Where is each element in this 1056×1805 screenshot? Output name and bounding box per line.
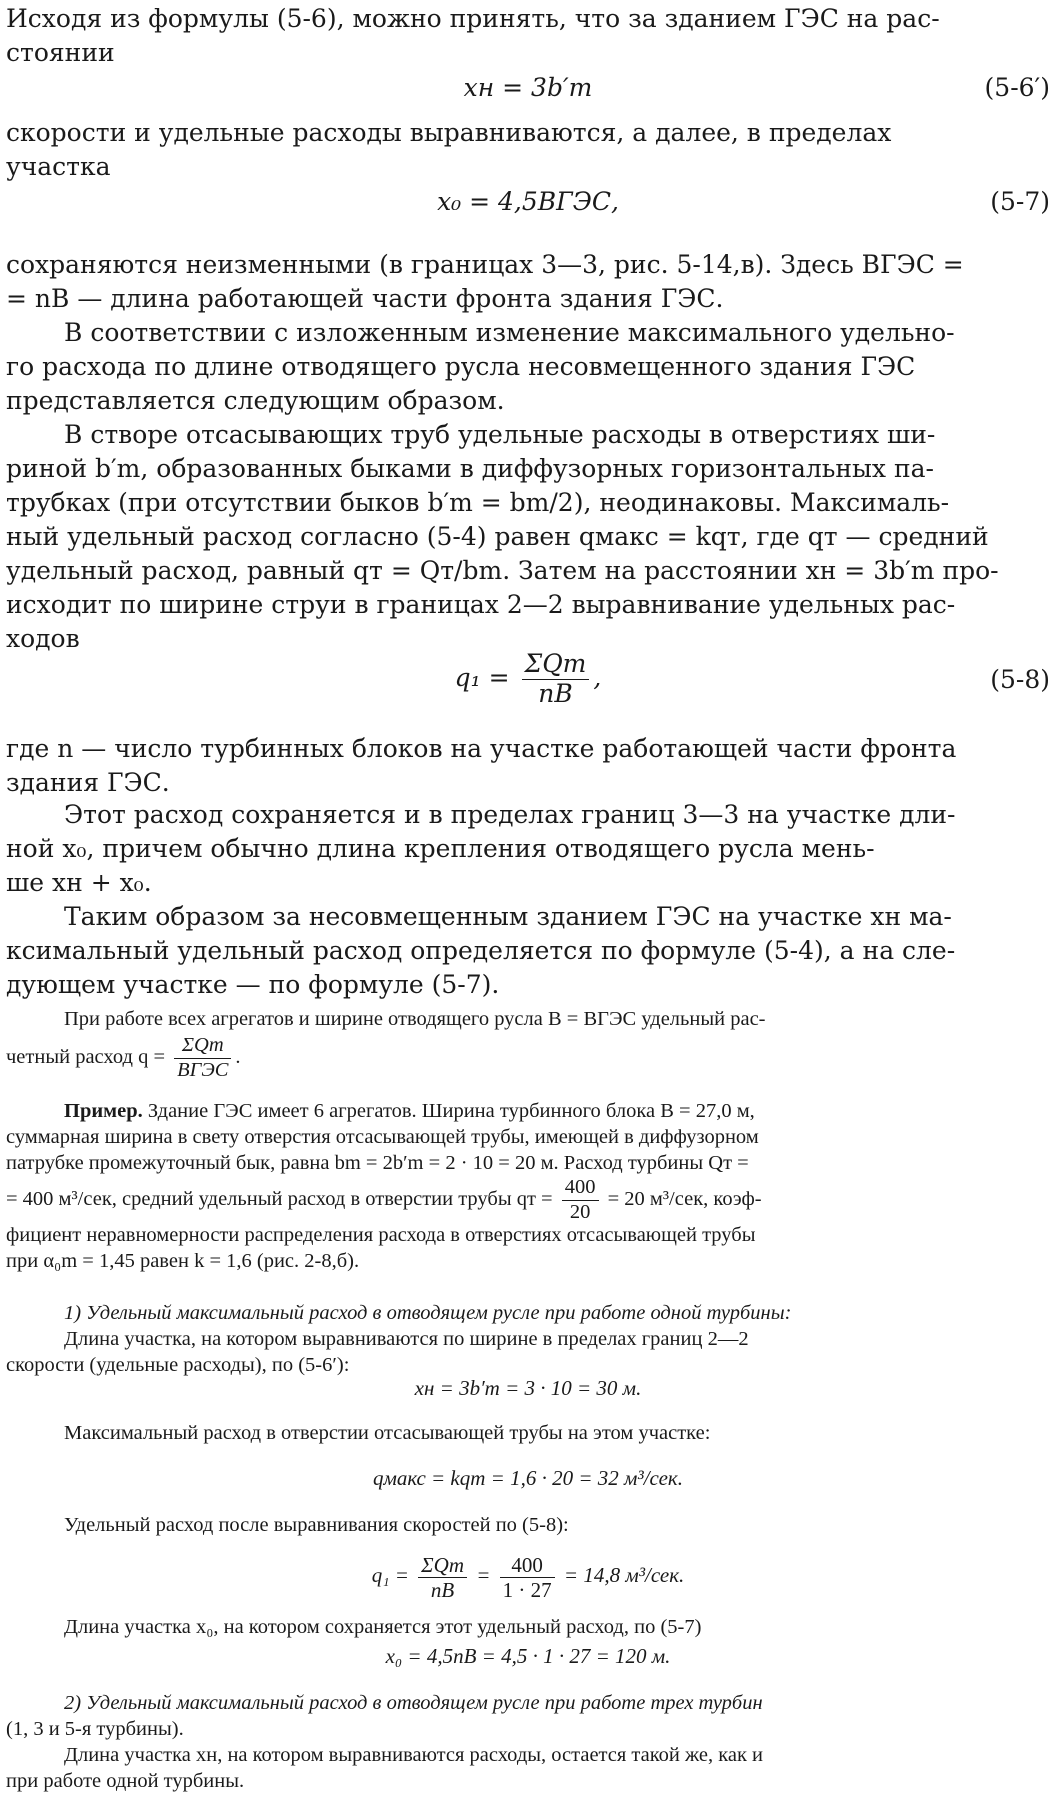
text-line: Этот расход сохраняется и в пределах границ 3—3 на участке дли- <box>64 800 956 829</box>
equation-number: (5-6′) <box>984 73 1050 102</box>
text-line-with-fraction <box>6 1176 1050 1222</box>
fraction-denominator: nB <box>430 1577 455 1602</box>
fraction-numerator: ΣQт <box>522 650 590 680</box>
fraction-denominator: BГЭС <box>177 1058 229 1081</box>
text-line: при α₀m = 1,45 равен k = 1,6 (рис. 2-8,б). <box>6 1250 360 1272</box>
text-line: В соответствии с изложенным изменение максимального удельно- <box>64 318 955 347</box>
equation-equals: = <box>476 1563 491 1587</box>
case-two <box>6 1690 1050 1794</box>
text-line: Длина участка, на котором выравниваются по ширине в пределах границ 2—2 <box>64 1328 749 1350</box>
fraction-denominator: 1 · 27 <box>502 1577 552 1602</box>
equation-number: (5-8) <box>990 665 1050 694</box>
paragraph-velocities <box>6 116 1050 184</box>
equation-5-7 <box>6 182 1050 224</box>
text-line: где n — число турбинных блоков на участке работающей части фронта <box>6 734 957 763</box>
fraction-numerator: ΣQт <box>174 1034 231 1059</box>
equation-5-6-prime <box>6 68 1050 110</box>
case-heading: 1) Удельный максимальный расход в отводящем русле при работе одной турбины: <box>64 1302 792 1324</box>
text-line: фициент неравномерности распределения расхода в отверстиях отсасывающей трубы <box>6 1224 756 1246</box>
equation-tail: , <box>593 662 602 692</box>
text-line: Исходя из формулы (5-6), можно принять, что за зданием ГЭС на рас- <box>6 4 940 33</box>
text-line: патрубке промежуточный бык, равна bm = 2b′m = 2 · 10 = 20 м. Расход турбины Qт = <box>6 1152 749 1174</box>
equation-tail: = 14,8 м³/сек. <box>563 1563 685 1587</box>
paragraph-flow-preserved <box>6 798 1050 900</box>
equation-q1-value <box>6 1546 1050 1604</box>
text-line: участка <box>6 152 111 181</box>
note-all-units <box>6 1006 1050 1032</box>
text-line: риной b′m, образованных быками в диффузорных горизонтальных па- <box>6 454 934 483</box>
fraction-denominator: 20 <box>569 1200 591 1223</box>
paragraph-where-n <box>6 732 1050 800</box>
text-line: (1, 3 и 5-я турбины). <box>6 1718 184 1740</box>
fraction-denominator: nB <box>538 678 573 708</box>
text-line: Длина участка xн, на котором выравниваются расходы, остается такой же, как и <box>64 1744 764 1766</box>
note-design-flow <box>6 1034 1050 1086</box>
paragraph-thus <box>6 900 1050 1002</box>
text-specific-flow: Удельный расход после выравнивания скоростей по (5-8): <box>64 1514 569 1536</box>
text-line: ксимальный удельный расход определяется по формуле (5-4), а на сле- <box>6 936 956 965</box>
text-line: При работе всех агрегатов и ширине отводящего русла B = BГЭС удельный рас- <box>64 1008 766 1030</box>
equation-number: (5-7) <box>990 187 1050 216</box>
paragraph-intro <box>6 2 1050 70</box>
example-block <box>6 1098 1050 1274</box>
text-line: сохраняются неизменными (в границах 3—3, рис. 5-14,в). Здесь BГЭС = <box>6 250 964 279</box>
fraction-numerator: ΣQт <box>418 1553 467 1578</box>
text-line: исходит по ширине струи в границах 2—2 выравнивание удельных рас- <box>6 590 956 619</box>
fraction-numerator: 400 <box>562 1176 599 1201</box>
paragraph-accordance <box>6 316 1050 418</box>
equation-formula: xн = 3b′m <box>463 73 593 102</box>
text-line: В створе отсасывающих труб удельные расходы в отверстиях ши- <box>64 420 936 449</box>
equation-lhs: q₁ = <box>371 1563 409 1587</box>
equation-x0-value <box>6 1640 1050 1674</box>
text-line: го расхода по длине отводящего русла несовмещенного здания ГЭС <box>6 352 916 381</box>
text-line: Таким образом за несовмещенным зданием ГЭС на участке xн ма- <box>64 902 952 931</box>
text-line: суммарная ширина в свету отверстия отсасывающей трубы, имеющей в диффузорном <box>6 1126 759 1148</box>
text-line: скорости и удельные расходы выравниваются, а далее, в пределах <box>6 118 892 147</box>
text-fragment: = 400 м³/сек, средний удельный расход в отверстии трубы qт = <box>6 1188 553 1210</box>
text-line: Здание ГЭС имеет 6 агрегатов. Ширина турбинного блока B = 27,0 м, <box>147 1100 755 1122</box>
text-line: дующем участке — по формуле (5-7). <box>6 970 500 999</box>
fraction-numerator: 400 <box>500 1553 555 1578</box>
equation-lhs: q₁ = <box>454 662 510 692</box>
text-line: ше xн + x₀. <box>6 868 152 897</box>
equation-5-8 <box>6 648 1050 710</box>
text-line: ной x₀, причем обычно длина крепления отводящего русла мень- <box>6 834 875 863</box>
case-heading: 2) Удельный максимальный расход в отводящем русле при работе трех турбин <box>64 1692 763 1714</box>
equation-formula: x₀ = 4,5BГЭС, <box>437 187 619 216</box>
equation-formula: qмакс = kqт = 1,6 · 20 = 32 м³/сек. <box>373 1466 683 1490</box>
equation-qmax-value <box>6 1462 1050 1504</box>
equation-formula: xн = 3b′m = 3 · 10 = 30 м. <box>414 1376 642 1400</box>
case-one <box>6 1300 1050 1378</box>
text-line: ходов <box>6 624 80 653</box>
equation-xn-value <box>6 1372 1050 1414</box>
text-line: представляется следующим образом. <box>6 386 505 415</box>
text-line: здания ГЭС. <box>6 768 170 797</box>
text-line: четный расход q = <box>6 1045 166 1068</box>
text-line: трубках (при отсутствии быков b′m = bm/2), неодинаковы. Максималь- <box>6 488 950 517</box>
equation-formula <box>6 1546 1050 1604</box>
paragraph-draft-tubes <box>6 418 1050 656</box>
text-line: при работе одной турбины. <box>6 1770 245 1792</box>
equation-formula: x₀ = 4,5nB = 4,5 · 1 · 27 = 120 м. <box>385 1644 671 1668</box>
text-line: скорости (удельные расходы), по (5-6′): <box>6 1354 350 1376</box>
equation-formula <box>6 650 1050 709</box>
text-max-flow: Максимальный расход в отверстии отсасывающей трубы на этом участке: <box>64 1422 711 1444</box>
text-length-x0: Длина участка x₀, на котором сохраняется этот удельный расход, по (5-7) <box>64 1616 702 1638</box>
text-line: ный удельный расход согласно (5-4) равен qмакс = kqт, где qт — средний <box>6 522 989 551</box>
note-tail: . <box>235 1045 241 1068</box>
example-heading: Пример. <box>64 1100 143 1122</box>
text-line: удельный расход, равный qт = Qт/bm. Затем на расстоянии xн = 3b′m про- <box>6 556 999 585</box>
paragraph-boundaries <box>6 248 1050 316</box>
text-line: = nB — длина работающей части фронта здания ГЭС. <box>6 284 724 313</box>
text-line: стоянии <box>6 38 115 67</box>
text-fragment: = 20 м³/сек, коэф- <box>607 1188 762 1210</box>
